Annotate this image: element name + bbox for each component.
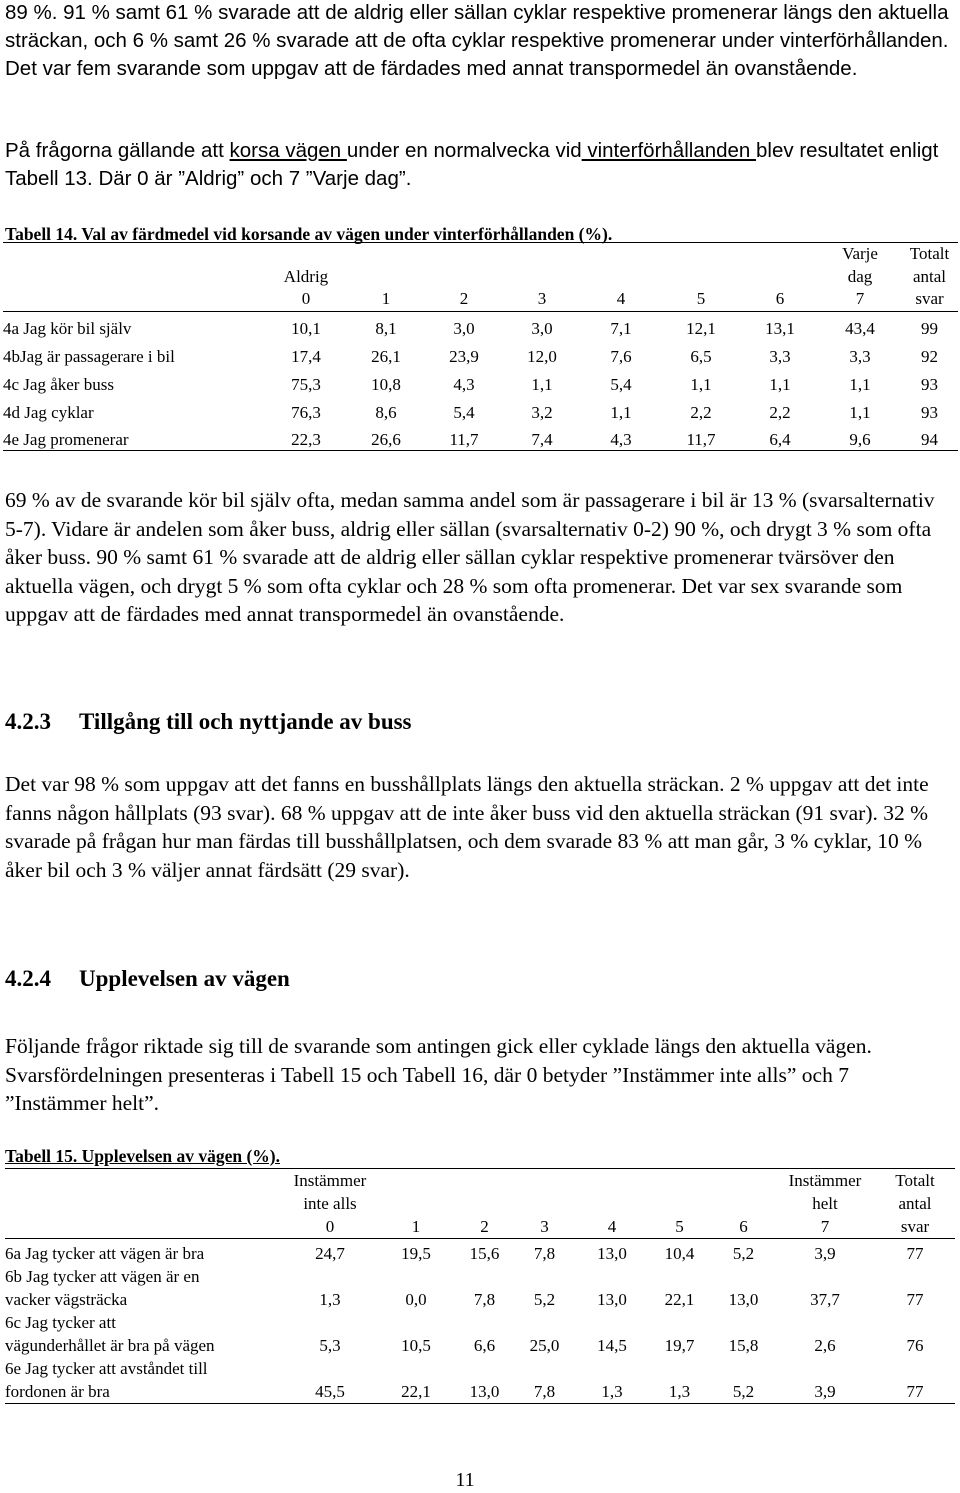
table-row (5, 1239, 955, 1266)
cell: 75,3 (291, 374, 321, 394)
cell: 19,5 (401, 1244, 431, 1263)
table14-header-cell (3, 266, 265, 289)
cell: 1,1 (849, 402, 871, 422)
table15-header-cell: 6 (712, 1215, 775, 1239)
cell: 45,5 (315, 1382, 345, 1401)
cell: 1,3 (668, 1382, 691, 1401)
paragraph-after-table14: 69 % av de svarande kör bil själv ofta, medan samma andel som är passagerare i bil är 13 % (svarsalternativ 5-7). Vidare är andelen som åker buss, aldrig eller sällan (svarsalternativ 0-2) 90 %, och drygt 3 % som ofta åker buss. 90 % samt 61 % svarade att de aldrig eller sällan cyklar respektive promenerar tvärsöver den aktuella vägen, och drygt 5 % som ofta cyklar och 28 % som ofta promenerar. Det var sex svarande som uppgav att de färdades med annat transpormedel än ovanstående. (5, 488, 935, 626)
cell: 4,3 (453, 374, 475, 394)
table14-header-cell: Varje (842, 244, 878, 263)
table14-header-cell: 0 (265, 288, 347, 311)
table15-header-cell (375, 1169, 457, 1193)
table15-header-cell: Instämmer (293, 1171, 367, 1190)
table-row (3, 367, 958, 395)
cell: 13,0 (728, 1290, 759, 1309)
cell: 13,0 (597, 1290, 627, 1309)
cell: 3,2 (531, 402, 553, 422)
cell: 5,2 (732, 1382, 755, 1401)
table15 (5, 1168, 955, 1404)
cell: 11,7 (686, 430, 716, 450)
row-label-line: vacker vägsträcka (5, 1290, 128, 1309)
cell: 7,8 (533, 1244, 556, 1263)
crossing-paragraph (5, 137, 955, 193)
table15-header-cell (457, 1169, 512, 1193)
table15-header-cell (712, 1169, 775, 1193)
cell: 12,1 (686, 319, 716, 339)
cell: 92 (921, 347, 938, 367)
row-label: 4a Jag kör bil själv (3, 319, 132, 339)
row-label (5, 1239, 285, 1266)
table14-header-cell: 5 (661, 288, 741, 311)
cell: 22,3 (291, 430, 321, 450)
cell: 10,1 (291, 319, 321, 339)
table15-header-cell (457, 1192, 512, 1215)
cell: 3,3 (769, 347, 791, 367)
row-label-line: 6b Jag tycker att vägen är en (5, 1267, 200, 1286)
crossing-text-1: På frågorna gällande att (5, 139, 230, 162)
table14-header-row-mid (3, 266, 958, 289)
table15-header-cell: 2 (457, 1215, 512, 1239)
intro-paragraph: 89 %. 91 % samt 61 % svarade att de aldrig eller sällan cyklar respektive promenerar längs den aktuella sträckan, och 6 % samt 26 % svarade att de ofta cyklar respektive promenerar under vinterförhållanden. Det var fem svarande som uppgav att de färdades med annat transpormedel än ovanstående. (5, 1, 949, 80)
table14-header-cell: 1 (347, 288, 425, 311)
row-label: 4d Jag cyklar (3, 402, 94, 422)
table-row (3, 311, 958, 339)
table-row (5, 1265, 955, 1311)
cell: 26,6 (371, 430, 401, 450)
table15-header-cell (5, 1192, 285, 1215)
cell: 0,0 (405, 1290, 427, 1309)
row-label (5, 1265, 285, 1311)
row-label-line: 6a Jag tycker att vägen är bra (5, 1244, 205, 1263)
cell: 2,2 (769, 402, 791, 422)
cell: 3,9 (814, 1382, 836, 1401)
section-title: Tillgång till och nyttjande av buss (79, 709, 412, 734)
cell: 13,1 (765, 319, 795, 339)
cell: 76,3 (291, 402, 321, 422)
cell: 26,1 (371, 347, 401, 367)
cell: 13,0 (597, 1244, 627, 1263)
section-heading-424 (5, 966, 290, 992)
table15-header-cell: helt (812, 1194, 838, 1213)
cell: 15,6 (469, 1244, 500, 1263)
table15-header-cell (577, 1169, 647, 1193)
table-row (5, 1357, 955, 1404)
table14-header-cell: 3 (503, 288, 581, 311)
table14-header-cell (3, 243, 265, 266)
table15-caption (5, 1146, 280, 1167)
table14-header-cell (581, 243, 661, 266)
table15-header-cell: inte alls (303, 1194, 357, 1213)
table14-header-cell (741, 266, 819, 289)
table15-header-cell: 0 (285, 1215, 375, 1239)
cell: 13,0 (469, 1382, 500, 1401)
table15-header-cell: 3 (512, 1215, 577, 1239)
table14-header-cell: 7 (819, 288, 901, 311)
crossing-underlined-2: vinterförhållanden (581, 139, 757, 162)
cell: 22,1 (401, 1382, 431, 1401)
cell: 76 (906, 1336, 924, 1355)
cell: 7,8 (473, 1290, 496, 1309)
table-row (3, 339, 958, 367)
crossing-underlined-1: korsa vägen (229, 139, 347, 162)
table15-header-cell: 7 (775, 1215, 875, 1239)
table14-header-cell: antal (912, 266, 947, 286)
row-label-line: 6e Jag tycker att avståndet till (5, 1359, 208, 1378)
table15-header-cell: Totalt (895, 1171, 935, 1190)
cell: 94 (921, 430, 938, 450)
cell: 5,4 (610, 374, 632, 394)
cell: 1,1 (690, 374, 712, 394)
table15-header-cell (5, 1169, 285, 1193)
cell: 6,4 (769, 430, 791, 450)
row-label-line: 6c Jag tycker att (5, 1313, 116, 1332)
table14-header-cell (503, 266, 581, 289)
cell: 3,3 (849, 347, 871, 367)
page-number: 11 (455, 1469, 475, 1491)
table15-header-cell (712, 1192, 775, 1215)
table15-header-cell (577, 1192, 647, 1215)
table15-caption-text: Tabell 15. Upplevelsen av vägen (%). (5, 1146, 280, 1166)
table14-header-cell (347, 266, 425, 289)
table14-header-cell: Aldrig (283, 266, 329, 286)
table14-header-cell (741, 243, 819, 266)
cell: 77 (906, 1244, 924, 1263)
table14-header-cell (347, 243, 425, 266)
cell: 77 (906, 1382, 924, 1401)
cell: 77 (906, 1290, 924, 1309)
table14-header-cell: 2 (425, 288, 503, 311)
row-label: 4e Jag promenerar (3, 430, 129, 450)
cell: 6,6 (473, 1336, 496, 1355)
table14-header-cell: 6 (741, 288, 819, 311)
cell: 15,8 (728, 1336, 759, 1355)
cell: 1,1 (849, 374, 871, 394)
table-row (3, 423, 958, 451)
cell: 5,2 (533, 1290, 556, 1309)
table14-header-row-bottom (3, 288, 958, 311)
table14 (3, 242, 958, 451)
table15-header-cell (512, 1192, 577, 1215)
section-heading-423 (5, 709, 412, 735)
paragraph-424: Följande frågor riktade sig till de svarande som antingen gick eller cyklade längs den aktuella vägen. Svarsfördelningen presenteras i Tabell 15 och Tabell 16, där 0 betyder ”Instämmer inte alls” och 7 ”Instämmer helt”. (5, 1034, 872, 1115)
table15-header-cell (647, 1169, 712, 1193)
table14-header-cell (661, 243, 741, 266)
row-label-line: vägunderhållet är bra på vägen (5, 1336, 215, 1355)
cell: 1,3 (601, 1382, 623, 1401)
table15-header-row-top (5, 1169, 955, 1193)
table14-header-cell: dag (847, 266, 873, 286)
row-label (5, 1357, 285, 1404)
row-label: 4bJag är passagerare i bil (3, 347, 175, 367)
cell: 17,4 (291, 347, 321, 367)
cell: 14,5 (597, 1336, 627, 1355)
table15-header-cell: svar (875, 1215, 955, 1239)
table15-header-cell (512, 1169, 577, 1193)
cell: 12,0 (527, 347, 557, 367)
cell: 11,7 (449, 430, 479, 450)
cell: 99 (921, 319, 938, 339)
table14-header-cell: svar (901, 288, 958, 311)
section-number: 4.2.4 (5, 966, 51, 991)
cell: 3,9 (814, 1244, 836, 1263)
cell: 10,5 (401, 1336, 431, 1355)
table14-header-cell: 4 (581, 288, 661, 311)
cell: 19,7 (664, 1336, 695, 1355)
table15-header-row-mid (5, 1192, 955, 1215)
cell: 93 (921, 374, 938, 394)
cell: 2,2 (690, 402, 712, 422)
row-label (5, 1311, 285, 1357)
cell: 5,3 (319, 1336, 341, 1355)
table15-header-cell: 1 (375, 1215, 457, 1239)
table15-header-cell (375, 1192, 457, 1215)
cell: 4,3 (610, 430, 632, 450)
cell: 8,6 (375, 402, 397, 422)
table14-header-cell (3, 288, 265, 311)
cell: 22,1 (664, 1290, 695, 1309)
crossing-text-3: blev resultatet enligt Tabell 13. Där 0 är ”Aldrig” och 7 ”Varje dag”. (5, 139, 939, 190)
table14-caption: Tabell 14. Val av färdmedel vid korsande av vägen under vinterförhållanden (%). (5, 224, 613, 244)
table14-header-row-top (3, 243, 958, 266)
cell: 1,1 (610, 402, 632, 422)
cell: 23,9 (449, 347, 479, 367)
cell: 25,0 (529, 1336, 560, 1355)
table14-header-cell (425, 243, 503, 266)
table15-header-cell (647, 1192, 712, 1215)
cell: 1,1 (531, 374, 553, 394)
section-title: Upplevelsen av vägen (79, 966, 290, 991)
table15-header-cell: 4 (577, 1215, 647, 1239)
cell: 7,8 (533, 1382, 556, 1401)
cell: 7,6 (610, 347, 632, 367)
cell: 43,4 (845, 319, 875, 339)
table15-header-cell: 5 (647, 1215, 712, 1239)
table-row (3, 395, 958, 423)
table14-header-cell (265, 243, 347, 266)
row-label-line: fordonen är bra (5, 1382, 110, 1401)
cell: 24,7 (315, 1244, 345, 1263)
cell: 37,7 (810, 1290, 840, 1309)
table14-header-cell: Totalt (909, 244, 950, 263)
table15-header-row-bottom (5, 1215, 955, 1239)
cell: 93 (921, 402, 938, 422)
cell: 9,6 (849, 430, 871, 450)
row-label: 4c Jag åker buss (3, 374, 114, 394)
cell: 3,0 (531, 319, 553, 339)
paragraph-423: Det var 98 % som uppgav att det fanns en busshållplats längs den aktuella sträckan. 2 % uppgav att det inte fanns någon hållplats (93 svar). 68 % uppgav att de inte åker buss vid den aktuella sträckan (91 svar). 32 % svarade på frågan hur man färdas till busshållplatsen, och dem svarade 83 % att man går, 3 % cyklar, 10 % åker bil och 3 % väljer annat färdsätt (29 svar). (5, 772, 929, 882)
table15-header-cell: Instämmer (788, 1171, 862, 1190)
cell: 1,3 (319, 1290, 341, 1309)
cell: 10,8 (371, 374, 401, 394)
cell: 8,1 (375, 319, 397, 339)
table15-header-cell (5, 1215, 285, 1239)
table14-header-cell (581, 266, 661, 289)
table14-header-cell (661, 266, 741, 289)
cell: 6,5 (690, 347, 712, 367)
table15-header-cell: antal (898, 1194, 932, 1213)
cell: 10,4 (664, 1244, 695, 1263)
table14-header-cell (425, 266, 503, 289)
section-number: 4.2.3 (5, 709, 51, 734)
cell: 7,1 (610, 319, 632, 339)
table14-header-cell (503, 243, 581, 266)
cell: 7,4 (531, 430, 553, 450)
cell: 2,6 (814, 1336, 836, 1355)
table-row (5, 1311, 955, 1357)
cell: 5,2 (732, 1244, 755, 1263)
cell: 1,1 (769, 374, 791, 394)
crossing-text-2: under en normalvecka vid (346, 139, 582, 162)
cell: 5,4 (453, 402, 475, 422)
cell: 3,0 (453, 319, 475, 339)
